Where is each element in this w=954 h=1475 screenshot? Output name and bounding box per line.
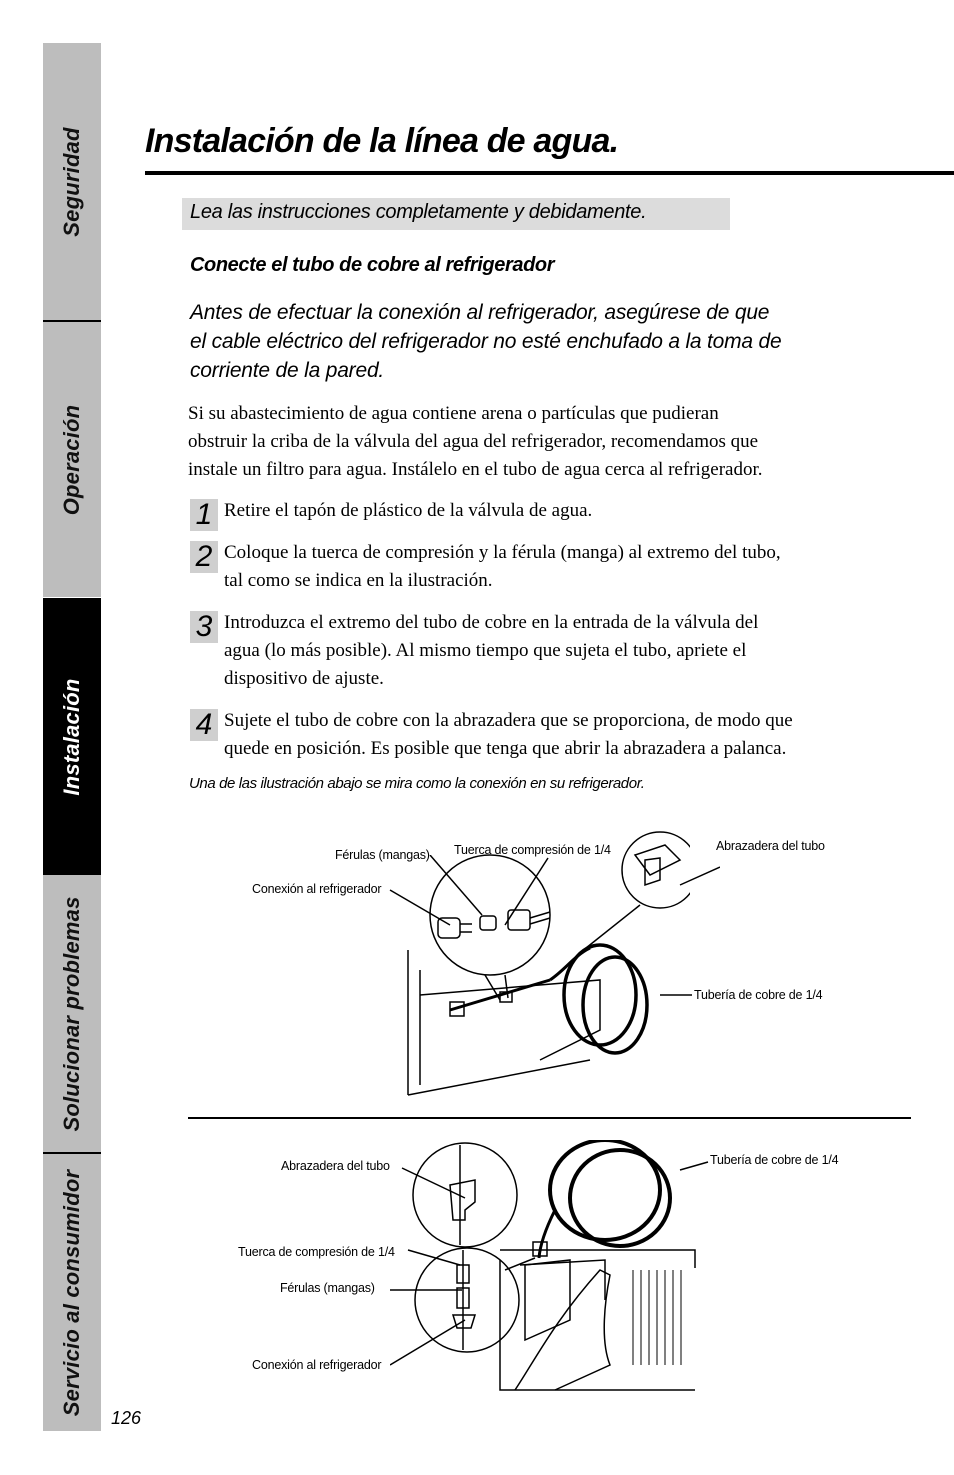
step-number: 4 [190,709,218,741]
title-rule [145,171,954,175]
step-line: Introduzca el extremo del tubo de cobre en la entrada de la válvula del [224,612,759,633]
label-ferrules-2: Férulas (mangas) [280,1281,375,1295]
step-number: 2 [190,541,218,573]
banner-text: Lea las instrucciones completamente y debidamente. [190,201,647,223]
label-connection-2: Conexión al refrigerador [252,1358,382,1372]
warning-line: corriente de la pared. [190,359,385,382]
step-text [224,707,904,763]
step-text [224,609,904,693]
label-ferrules: Férulas (mangas) [335,848,430,862]
intro-line: Si su abastecimiento de agua contiene arena o partículas que pudieran [188,403,719,424]
tab-label: Instalación [59,677,84,796]
page-title: Instalación de la línea de agua. [145,122,619,160]
warning-line: el cable eléctrico del refrigerador no esté enchufado a la toma de [190,330,782,353]
tab-seguridad[interactable] [43,43,101,320]
tab-label: Seguridad [59,126,84,237]
label-nut-2: Tuerca de compresión de 1/4 [238,1245,395,1259]
tab-operacion[interactable] [43,322,101,597]
tab-label: Servicio al consumidor [59,1169,84,1416]
label-nut: Tuerca de compresión de 1/4 [454,843,611,857]
step-line: Sujete el tubo de cobre con la abrazadera que se proporciona, de modo que [224,710,793,731]
step-text [224,539,904,595]
tab-solucionar-problemas[interactable] [43,875,101,1152]
tab-servicio-al-consumidor[interactable] [43,1154,101,1431]
warning-line: Antes de efectuar la conexión al refrigerador, asegúrese de que [190,301,770,324]
step-text [224,497,904,525]
step-line: quede en posición. Es posible que tenga que abrir la abrazadera a palanca. [224,738,787,759]
section-tabs [43,43,101,1431]
figure-caption: Una de las ilustración abajo se mira como la conexión en su refrigerador. [189,775,645,792]
step-number: 1 [190,499,218,531]
section-subheading: Conecte el tubo de cobre al refrigerador [190,254,555,276]
label-tubing-2: Tubería de cobre de 1/4 [710,1153,839,1167]
warning-paragraph [190,298,890,385]
tab-label: Operación [59,404,84,515]
step-line: Retire el tapón de plástico de la válvula de agua. [224,500,593,521]
step-line: agua (lo más posible). Al mismo tiempo que sujeta el tubo, apriete el [224,640,747,661]
step-number: 3 [190,611,218,643]
label-clamp: Abrazadera del tubo [716,839,825,853]
step-line: tal como se indica en la ilustración. [224,570,493,591]
intro-line: obstruir la criba de la válvula del agua del refrigerador, recomendamos que [188,431,759,452]
step-line: dispositivo de ajuste. [224,668,384,689]
label-clamp-2: Abrazadera del tubo [281,1159,390,1173]
tab-label: Solucionar problemas [59,895,84,1132]
intro-line: instale un filtro para agua. Instálelo en el tubo de agua cerca al refrigerador. [188,459,763,480]
intro-paragraph [188,400,888,484]
label-tubing: Tubería de cobre de 1/4 [694,988,823,1002]
figure-divider [188,1117,911,1119]
figure-1-leaders [380,855,720,1005]
figure-2-leaders [390,1150,720,1380]
step-line: Coloque la tuerca de compresión y la férula (manga) al extremo del tubo, [224,542,781,563]
instructions-banner [182,198,730,230]
page-number: 126 [111,1408,142,1428]
tab-instalacion[interactable] [43,598,101,875]
label-connection: Conexión al refrigerador [252,882,382,896]
